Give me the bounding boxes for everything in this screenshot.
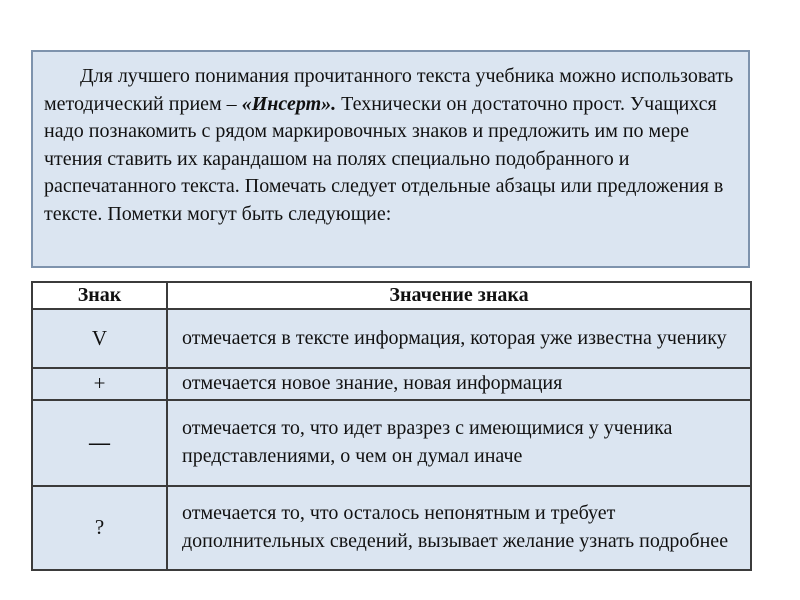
table-row — [32, 309, 751, 368]
sign-cell: — — [32, 400, 167, 486]
table-header-sign: Знак — [32, 282, 167, 309]
table-row — [32, 400, 751, 486]
sign-cell: V — [32, 309, 167, 368]
meaning-cell: отмечается в тексте информация, которая уже известна ученику — [167, 309, 751, 368]
intro-text — [44, 63, 736, 228]
signs-table — [31, 281, 752, 571]
intro-text-part1: Для лучшего понимания прочитанного текста учебника можно использовать методический прием – — [44, 65, 734, 115]
insert-term: «Инсерт». — [241, 92, 337, 115]
meaning-cell: отмечается то, что осталось непонятным и требует дополнительных сведений, вызывает желание узнать подробнее — [167, 486, 751, 570]
intro-text-part2: Технически он достаточно прост. Учащихся надо познакомить с рядом маркировочных знаков и предложить им по мере чтения ставить их карандашом на полях специально подобранного и распечатанного текста. Помечать следует отдельные абзацы или предложения в тексте. Пометки могут быть следующие: — [44, 92, 724, 225]
meaning-cell: отмечается то, что идет вразрез с имеющимися у ученика представлениями, о чем он думал иначе — [167, 400, 751, 486]
table-row — [32, 486, 751, 570]
sign-cell: + — [32, 368, 167, 400]
intro-panel — [31, 50, 750, 268]
sign-cell: ? — [32, 486, 167, 570]
table-row — [32, 368, 751, 400]
meaning-cell: отмечается новое знание, новая информация — [167, 368, 751, 400]
table-header-row — [32, 282, 751, 309]
table-header-meaning: Значение знака — [167, 282, 751, 309]
